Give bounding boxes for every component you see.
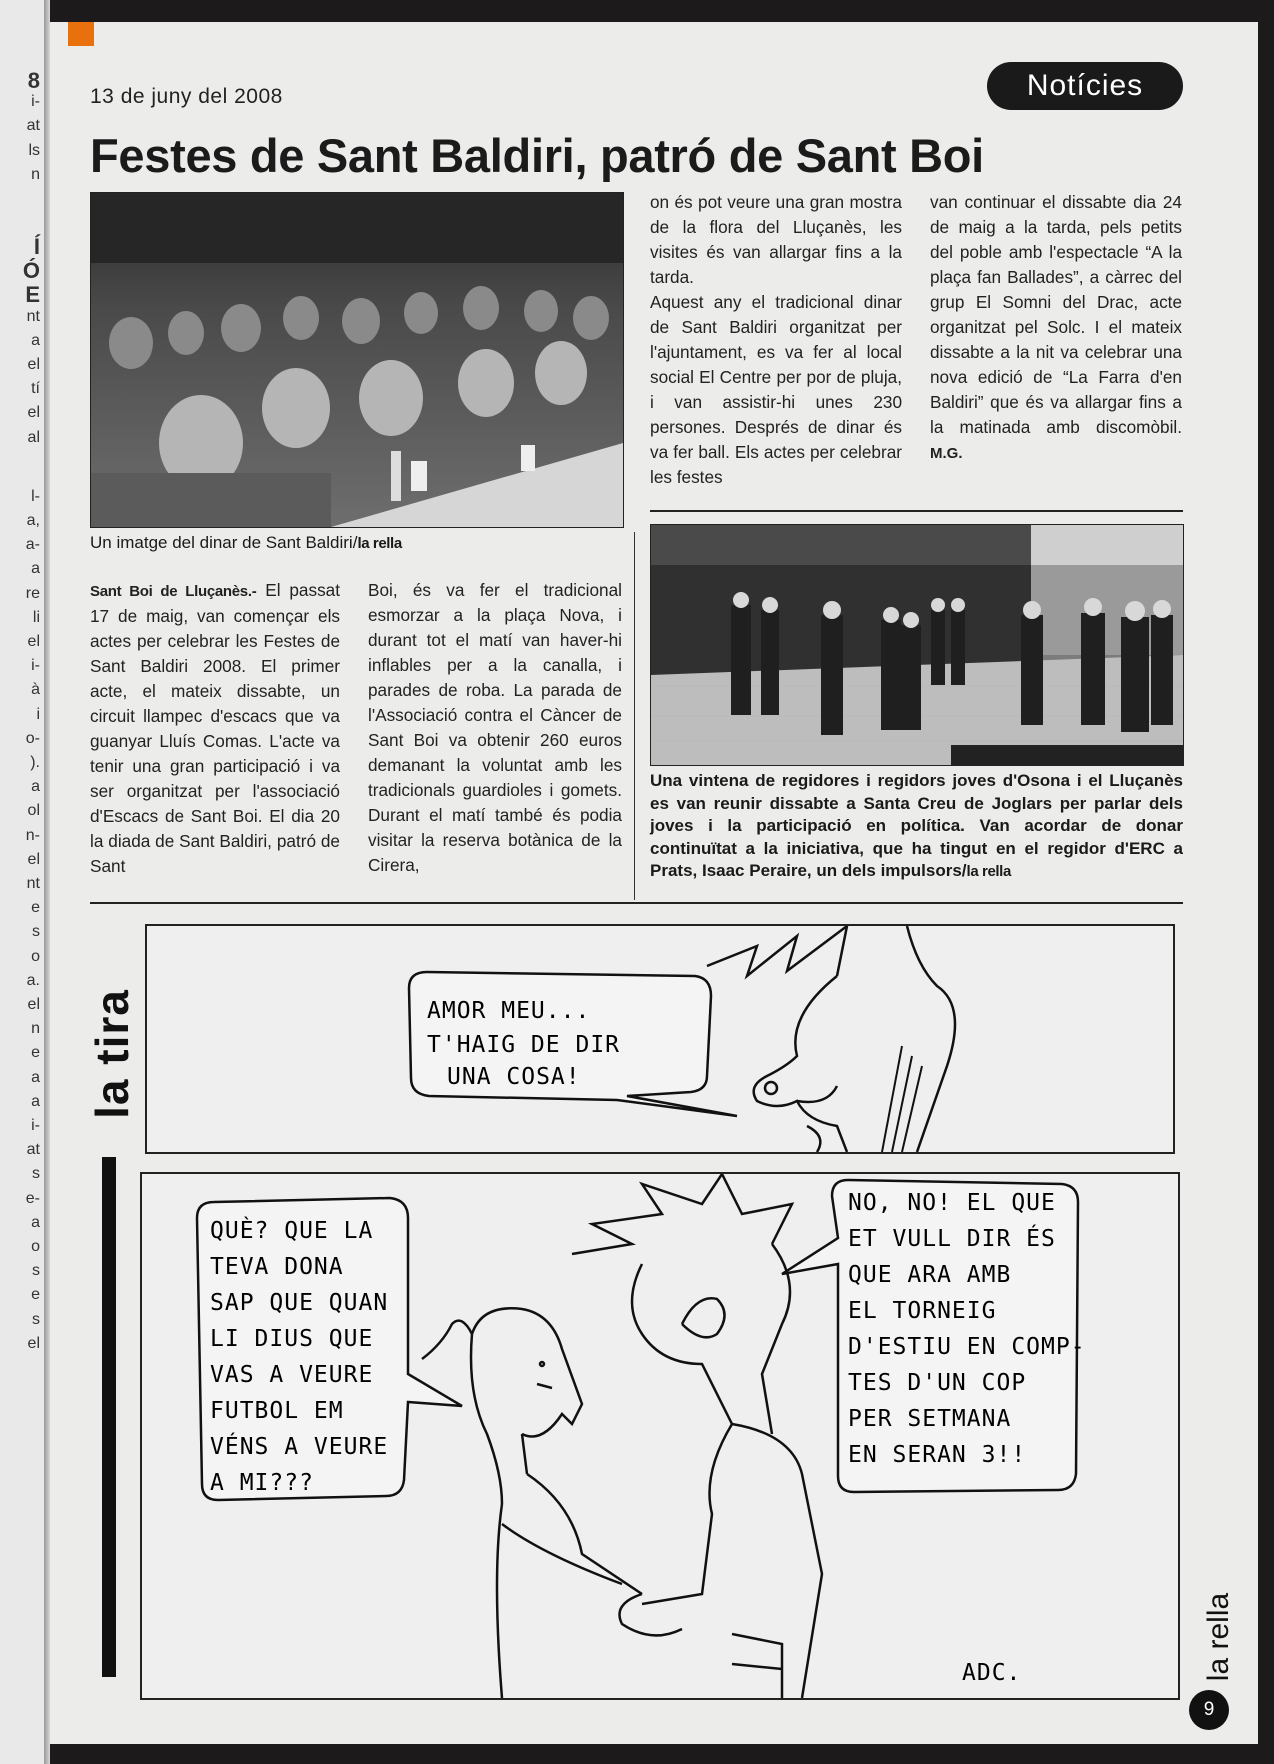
previous-page-fragment: i- [31, 1117, 40, 1134]
councillors-photo-image [651, 525, 1183, 765]
previous-page-fragment: nt [26, 875, 40, 892]
previous-page-fragment: s [32, 1310, 40, 1328]
right-bubble-line-8: EN SERAN 3!! [848, 1442, 1027, 1468]
panel-2-man [572, 1174, 822, 1698]
previous-page-fragment: el [27, 356, 40, 373]
magazine-name [1194, 1572, 1244, 1702]
comic-section-label-text: la tira [86, 989, 138, 1119]
panel-1-necktie-hatching [882, 1046, 922, 1152]
section-badge: Notícies [987, 62, 1183, 110]
comic-panel-1-drawing [147, 926, 1173, 1152]
orange-corner-tab [68, 22, 94, 46]
previous-page-fragment: i- [31, 657, 40, 675]
previous-page-fragment: 8 [27, 68, 40, 93]
comic-section-label [86, 934, 138, 1174]
councillors-photo-caption [650, 770, 1183, 884]
previous-page-fragment: a [31, 778, 40, 796]
article-headline: Festes de Sant Baldiri, patró de Sant Boi [90, 129, 984, 182]
dinner-photo-image [91, 193, 623, 527]
previous-page-fragment: a [31, 331, 40, 349]
article-column-1-text: El passat 17 de maig, van començar els actes per celebrar les Festes de Sant Baldiri 2008. El primer acte, el mateix dissabte, un circuit llampec d'escacs que va guanyar Lluís Comas. L'acte va tenir una gran participació i va ser organitzat per l'associació d'Escacs de Sant Boi. El dia 20 la diada de Sant Baldiri, patró de Sant [90, 580, 340, 876]
previous-page-fragment: a [31, 1092, 40, 1110]
left-bubble-line-6: FUTBOL EM [210, 1398, 344, 1424]
left-bubble-line-2: TEVA DONA [210, 1254, 344, 1280]
article-signature: M.G. [930, 445, 963, 462]
article-dateline: Sant Boi de Lluçanès.- [90, 583, 257, 600]
previous-page-fragment: al [27, 428, 40, 446]
comic-section-rule [90, 902, 1183, 904]
previous-page-fragment: Í [33, 234, 40, 259]
previous-page-fragment: el [27, 633, 40, 650]
previous-page-fragment: E [25, 282, 40, 308]
dinner-caption-text: Un imatge del dinar de Sant Baldiri/ [90, 533, 358, 552]
left-bubble-line-8: A MI??? [210, 1470, 314, 1496]
left-bubble-line-3: SAP QUE QUAN [210, 1290, 389, 1316]
article-column-2-text: Boi, és va fer el tradicional esmorzar a la plaça Nova, i durant tot el matí van haver-hi inflables per a la canalla, i parades de roba. La parada de l'Associació contra el Càncer de Sant Boi va obtenir 260 euros demanant la voluntat amb les tradicionals guardioles i gomets. Durant el matí també és podia visitar la reserva botànica de la Cirera, [368, 580, 622, 875]
previous-page-fragment: o- [25, 729, 40, 747]
photo2-top-rule [650, 510, 1183, 512]
comic-panel-2 [140, 1172, 1180, 1700]
previous-page-fragment: at [26, 1141, 40, 1159]
page-number: 9 [1189, 1690, 1229, 1730]
article-column-1 [90, 578, 340, 879]
previous-page-fragment: el [27, 1334, 40, 1352]
previous-page-fragment: Ó [22, 258, 40, 284]
previous-page-fragment: ol [27, 802, 40, 820]
right-bubble-line-2: ET VULL DIR ÉS [848, 1226, 1056, 1252]
left-bubble-line-4: LI DIUS QUE [210, 1326, 374, 1352]
previous-page-fragment: e [31, 1286, 40, 1304]
previous-page-fragment: a. [26, 971, 40, 989]
previous-page-fragment: a [31, 1213, 40, 1231]
previous-page-fragment: ). [30, 754, 40, 771]
article-column-3-paragraph-2: Aquest any el tradicional dinar de Sant Baldiri organitzat per l'ajuntament, es va fer al local social El Centre per por de pluja, i van assistir-hi unes 230 persones. Després de dinar és va fer ball. Els actes per celebrar les festes [650, 292, 902, 487]
dinner-photo [90, 192, 624, 528]
previous-page-fragment: l- [31, 487, 40, 505]
previous-page-fragment: e [31, 1044, 40, 1062]
previous-page-fragment: n [31, 1020, 40, 1038]
previous-page-fragment: i- [31, 93, 40, 111]
previous-page-fragment: e- [25, 1189, 40, 1207]
previous-page-fragment: el [27, 850, 40, 868]
previous-page-fragment: nt [26, 307, 40, 325]
previous-page-fragment: n- [25, 826, 40, 844]
article-column-3 [650, 190, 902, 490]
previous-page-fragment: tí [31, 380, 40, 398]
article-column-4 [930, 190, 1182, 466]
article-column-4-text: van continuar el dissabte dia 24 de maig a la tarda, pels petits del poble amb l'espectacle “A la plaça fan Ballades”, a càrrec del grup El Somni del Drac, acte organitzat pel Solc. I el mateix dissabte a la nit va celebrar una nova edició de “La Farra d'en Baldiri” que és va allargar fins a la matinada amb discomòbil. [930, 192, 1182, 437]
left-bubble-line-7: VÉNS A VEURE [210, 1434, 389, 1460]
councillors-caption-text: Una vintena de regidores i regidors joves d'Osona i el Lluçanès es van reunir dissabte a Santa Creu de Joglars per parlar dels joves i la participació en política. Van acordar de donar continuïtat a la iniciativa, que ha tingut en el regidor d'ERC a Prats, Isaac Peraire, un dels impulsors/ [650, 771, 1183, 880]
right-bubble-line-7: PER SETMANA [848, 1406, 1012, 1432]
right-bubble-line-6: TES D'UN COP [848, 1370, 1027, 1396]
panel-1-bubble-line-1: AMOR MEU... [427, 998, 591, 1024]
previous-page-fragment: à [31, 681, 40, 699]
previous-page-fragment: a [31, 1068, 40, 1086]
dinner-photo-credit: la rella [357, 535, 402, 552]
article-column-3-paragraph-1: on és pot veure una gran mostra de la flora del Lluçanès, les visites és van allargar fins a la tarda. [650, 192, 902, 287]
column-divider [634, 532, 635, 900]
previous-page-fragment: o [31, 947, 40, 965]
article-column-2 [368, 578, 622, 878]
left-bubble-line-1: QUÈ? QUE LA [210, 1218, 374, 1244]
issue-date: 13 de juny del 2008 [90, 85, 283, 108]
councillors-photo [650, 524, 1184, 766]
previous-page-fragment: at [26, 117, 40, 135]
newspaper-page [50, 22, 1258, 1744]
previous-page-fragment: li [32, 608, 40, 626]
right-bubble-line-3: QUE ARA AMB [848, 1262, 1012, 1288]
panel-2-woman [422, 1308, 642, 1698]
previous-page-fragment: s [32, 923, 40, 941]
councillors-photo-credit: la rella [966, 863, 1011, 880]
previous-page-fragment: a- [25, 536, 40, 554]
panel-1-bubble-line-3: UNA COSA! [447, 1064, 581, 1090]
comic-panel-1 [145, 924, 1175, 1154]
comic-section-bar [102, 1157, 116, 1677]
previous-page-fragment: e [31, 899, 40, 917]
comic-panel-2-drawing [142, 1174, 1178, 1698]
right-bubble-line-4: EL TORNEIG [848, 1298, 997, 1324]
panel-1-bubble-line-2: T'HAIG DE DIR [427, 1032, 621, 1058]
comic-artist-signature: ADc. [962, 1660, 1022, 1686]
previous-page-edge [0, 0, 44, 1764]
previous-page-fragment: i [36, 705, 40, 723]
panel-1-character [707, 926, 955, 1152]
right-bubble-line-5: D'ESTIU EN COMP- [848, 1334, 1086, 1360]
previous-page-fragment: el [27, 404, 40, 422]
previous-page-fragment: s [32, 1165, 40, 1183]
previous-page-fragment: ls [28, 141, 40, 159]
dinner-photo-caption [90, 532, 630, 556]
previous-page-fragment: o [31, 1238, 40, 1255]
previous-page-fragment: re [25, 584, 40, 602]
magazine-name-text: la rella [1202, 1592, 1235, 1682]
right-bubble-line-1: NO, NO! EL QUE [848, 1190, 1056, 1216]
previous-page-fragment: a, [26, 512, 40, 529]
previous-page-fragment: a [31, 560, 40, 578]
previous-page-fragment: n [31, 165, 40, 183]
previous-page-fragment: el [27, 996, 40, 1013]
previous-page-fragment: s [32, 1262, 40, 1280]
left-bubble-line-5: VAS A VEURE [210, 1362, 374, 1388]
